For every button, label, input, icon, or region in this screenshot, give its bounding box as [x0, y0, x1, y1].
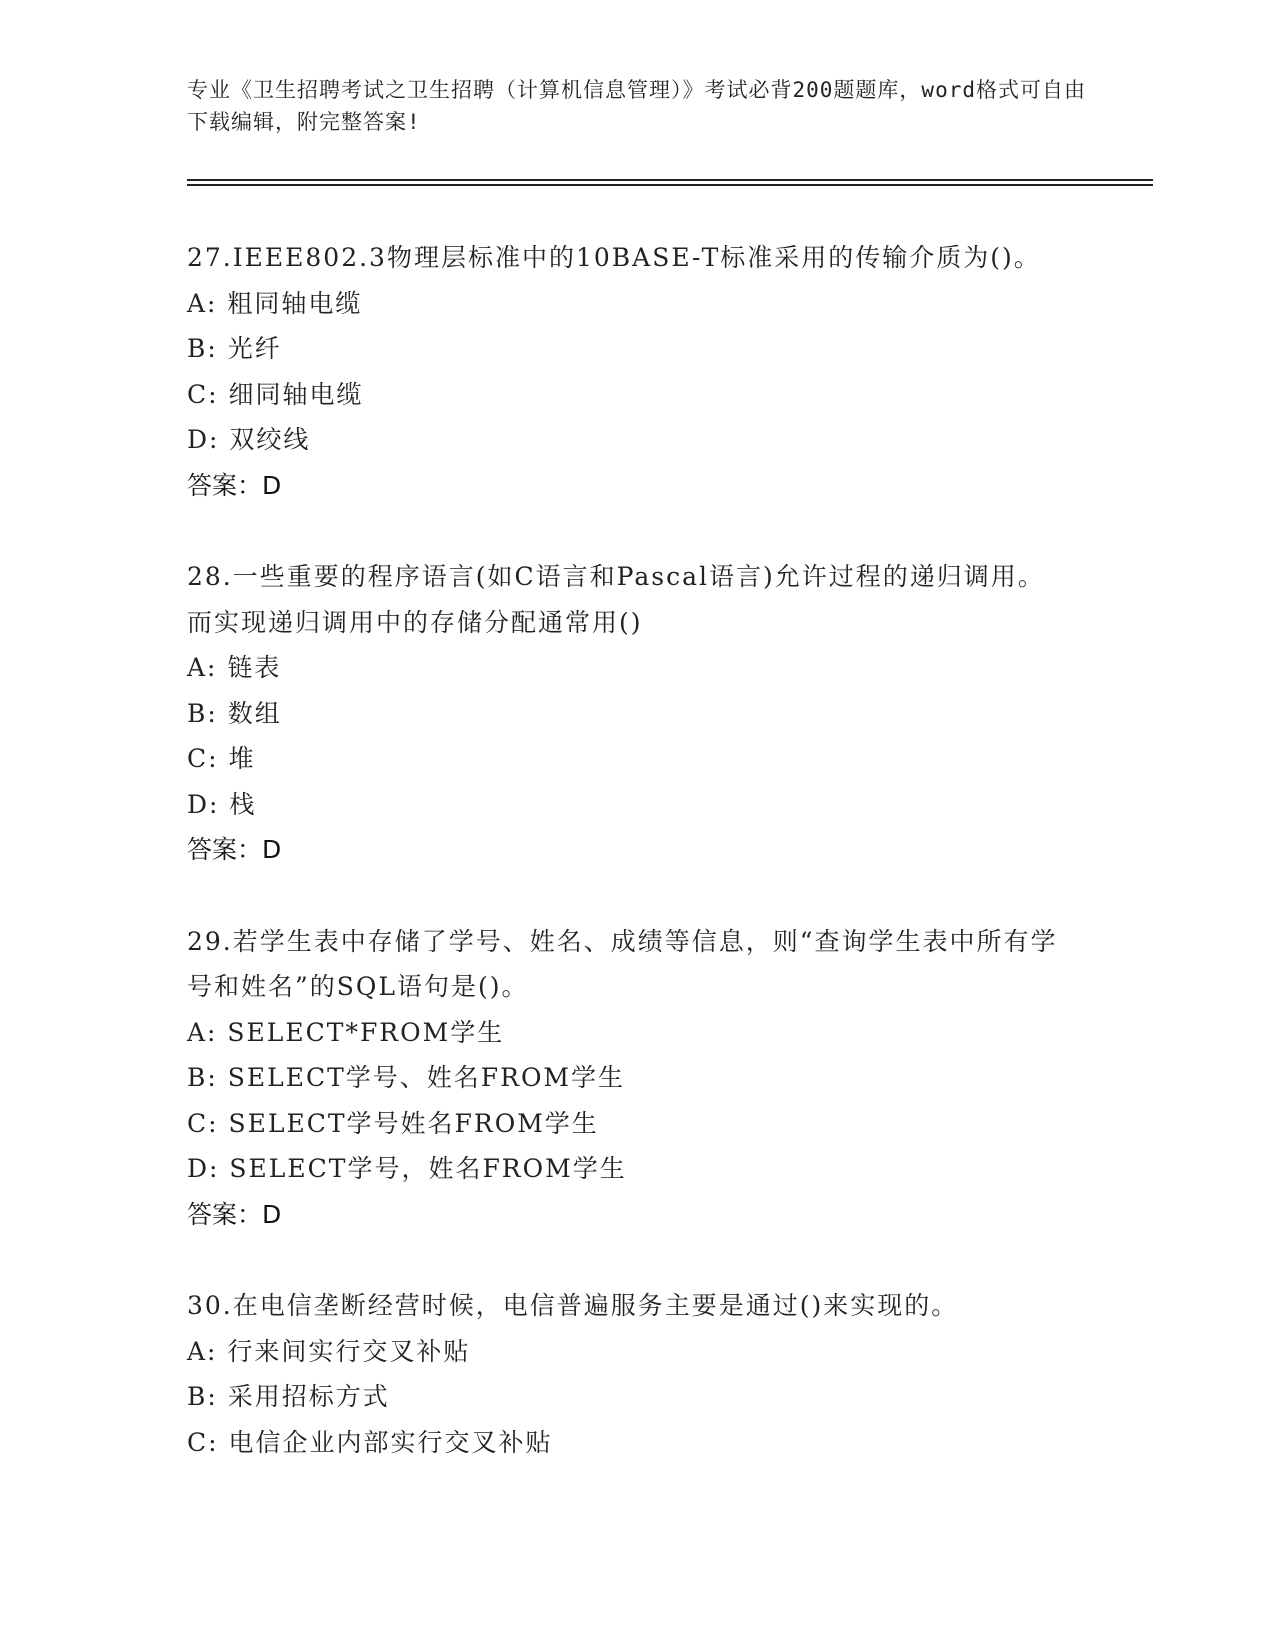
- question-stem: 28.一些重要的程序语言(如C语言和Pascal语言)允许过程的递归调用。而实现递归调用中的存储分配通常用(): [187, 562, 1045, 637]
- option-b: B: SELECT学号、姓名FROM学生: [187, 1063, 626, 1092]
- question-30: [187, 1283, 1087, 1465]
- document-header: 专业《卫生招聘考试之卫生招聘（计算机信息管理）》考试必背200题题库，word格式可自由下载编辑，附完整答案!: [187, 78, 1086, 134]
- answer: 答案：D: [187, 835, 282, 864]
- option-c: C: 堆: [187, 744, 256, 773]
- header-rule-bottom: [187, 184, 1153, 186]
- option-c: C: SELECT学号姓名FROM学生: [187, 1108, 599, 1138]
- question-stem: 29.若学生表中存储了学号、姓名、成绩等信息，则“查询学生表中所有学号和姓名”的SQL语句是()。: [187, 926, 1058, 1001]
- option-a: A: 粗同轴电缆: [187, 288, 363, 318]
- answer: 答案：D: [187, 1199, 282, 1229]
- option-a: A: 行来间实行交叉补贴: [187, 1336, 471, 1366]
- option-b: B: 数组: [187, 698, 282, 728]
- option-c: C: 细同轴电缆: [187, 379, 364, 409]
- option-a: A: 链表: [187, 653, 282, 682]
- question-list: [187, 235, 1087, 1511]
- header-rule-top: [187, 179, 1153, 181]
- option-d: D: 栈: [187, 789, 257, 819]
- answer: 答案：D: [187, 470, 282, 500]
- question-27: [187, 235, 1087, 508]
- question-stem: 27.IEEE802.3物理层标准中的10BASE-T标准采用的传输介质为()。: [187, 243, 1041, 272]
- question-29: [187, 919, 1087, 1238]
- option-b: B: 光纤: [187, 334, 282, 363]
- question-28: [187, 554, 1087, 873]
- option-d: D: 双绞线: [187, 425, 311, 454]
- option-c: C: 电信企业内部实行交叉补贴: [187, 1427, 553, 1457]
- option-a: A: SELECT*FROM学生: [187, 1017, 505, 1047]
- option-b: B: 采用招标方式: [187, 1382, 390, 1411]
- option-d: D: SELECT学号，姓名FROM学生: [187, 1154, 627, 1183]
- question-stem: 30.在电信垄断经营时候，电信普遍服务主要是通过()来实现的。: [187, 1291, 959, 1320]
